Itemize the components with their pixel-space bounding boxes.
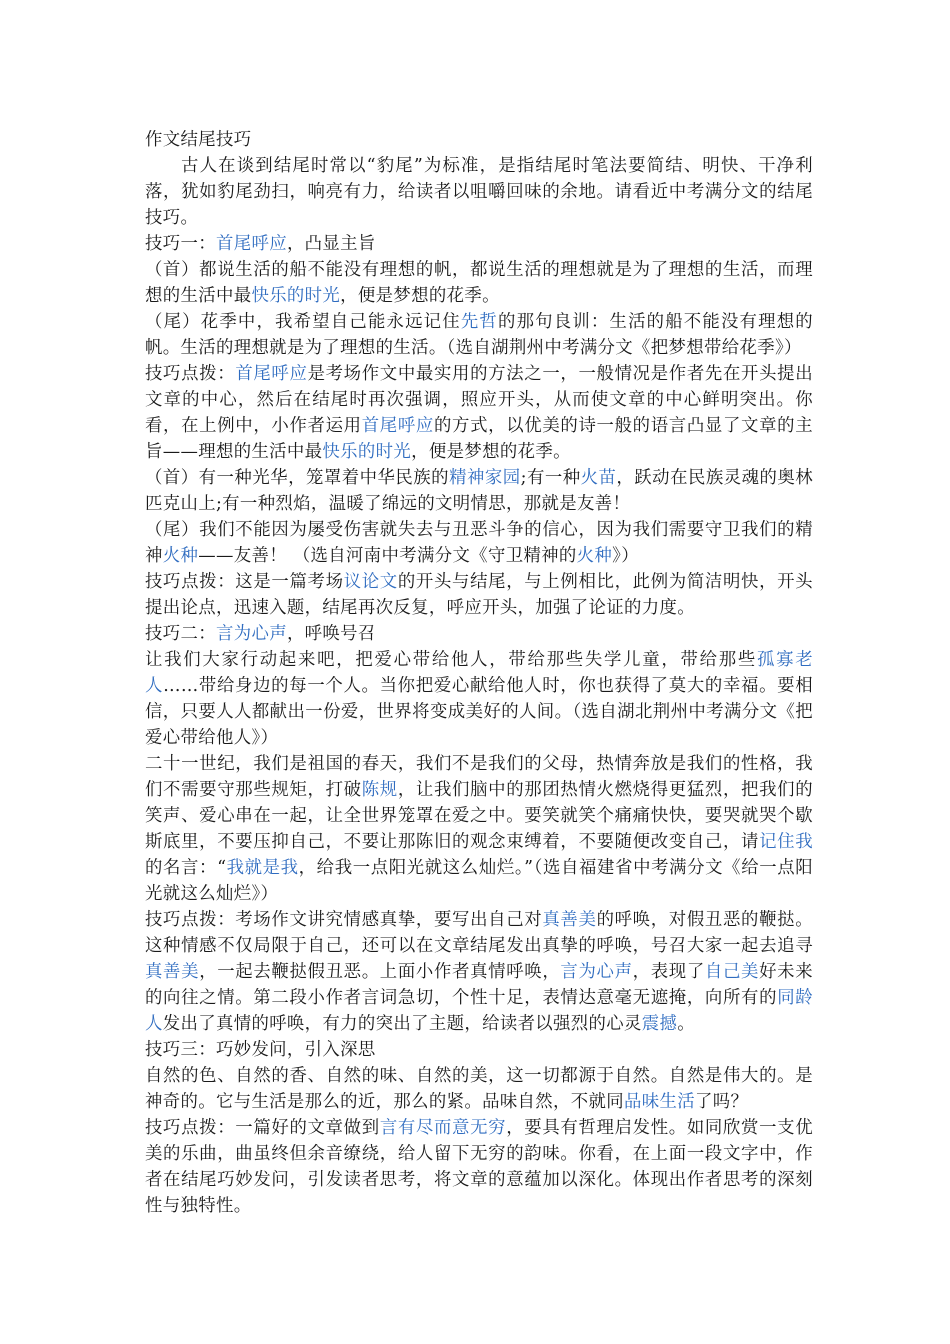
inline-link[interactable]: 快乐的时光 xyxy=(322,442,412,462)
text-segment: ，表现了 xyxy=(632,962,705,982)
paragraph xyxy=(145,1063,813,1115)
text-segment: 技巧三：巧妙发问，引入深思 xyxy=(145,1040,376,1060)
inline-link[interactable]: 火苗 xyxy=(580,468,617,488)
paragraph xyxy=(145,1037,813,1063)
inline-link[interactable]: 首尾呼应 xyxy=(215,234,287,254)
text-segment: 是考场作文中最实用的方法之一，一般情况是作者先在开头提出文章的中心，然后在结尾时再次强调，照应开头，从而使文章的中心鲜明突出。你看，在上例中，小作者运用 xyxy=(145,364,813,436)
paragraph xyxy=(145,907,813,1037)
text-segment: 让我们大家行动起来吧，把爱心带给他人，带给那些失学儿童，带给那些 xyxy=(145,650,757,670)
text-segment: 技巧点拨：考场作文讲究情感真挚，要写出自己对 xyxy=(145,910,543,930)
paragraph xyxy=(145,361,813,465)
text-segment: 的呼唤，对假丑恶的鞭挞。这种情感不仅局限于自己，还可以在文章结尾发出真挚的呼唤，号召大家一起去追寻 xyxy=(145,910,813,956)
paragraph xyxy=(145,257,813,309)
paragraph xyxy=(145,1115,813,1219)
text-segment: （尾）花季中，我希望自己能永远记住 xyxy=(145,312,461,332)
paragraph xyxy=(145,621,813,647)
inline-link[interactable]: 记住我 xyxy=(759,832,813,852)
text-segment: 技巧二： xyxy=(145,624,216,644)
inline-link[interactable]: 我就是我 xyxy=(226,858,299,878)
inline-link[interactable]: 言为心声 xyxy=(560,962,633,982)
text-segment: ，跃动在民族灵魂的奥林匹克山上;有一种烈焰，温暖了绵远的文明情思，那就是友善！ xyxy=(145,468,814,514)
text-segment: ，一起去鞭挞假丑恶。上面小作者真情呼唤， xyxy=(199,962,561,982)
text-segment: 的开头与结尾，与上例相比，此例为简洁明快，开头提出论点，迅速入题，结尾再次反复，呼应开头，加强了论证的力度。 xyxy=(145,572,813,618)
text-segment: ，便是梦想的花季。 xyxy=(411,442,571,462)
inline-link[interactable]: 陈规 xyxy=(361,780,398,800)
text-segment: 了吗？ xyxy=(694,1092,749,1112)
paragraph xyxy=(145,569,813,621)
inline-link[interactable]: 同龄人 xyxy=(145,988,813,1034)
inline-link[interactable]: 先哲 xyxy=(460,312,499,332)
inline-link[interactable]: 火种 xyxy=(576,546,613,566)
inline-link[interactable]: 言有尽而意无穷 xyxy=(379,1118,507,1138)
paragraph xyxy=(145,153,813,231)
text-segment: （首）有一种光华，笼罩着中华民族的 xyxy=(145,468,450,488)
text-segment: ，凸显主旨 xyxy=(286,234,376,254)
text-segment: （尾）我们不能因为屡受伤害就失去与丑恶斗争的信心，因为我们需要守卫我们的精神 xyxy=(145,520,813,566)
inline-link[interactable]: 品味生活 xyxy=(624,1092,695,1112)
text-segment: 的名言：“ xyxy=(145,858,227,878)
inline-link[interactable]: 快乐的时光 xyxy=(251,286,341,306)
inline-link[interactable]: 精神家园 xyxy=(449,468,521,488)
paragraph xyxy=(145,309,813,361)
text-segment: ，给我一点阳光就这么灿烂。”（选自福建省中考满分文《给一点阳光就这么灿烂》） xyxy=(145,858,813,904)
text-segment: ;有一种 xyxy=(520,468,581,488)
text-segment: ，便是梦想的花季。 xyxy=(340,286,500,306)
text-segment: 技巧点拨：一篇好的文章做到 xyxy=(145,1118,380,1138)
text-segment: （首）都说生活的船不能没有理想的帆，都说生活的理想就是为了理想的生活，而理想的生活中最 xyxy=(145,260,813,306)
paragraph xyxy=(145,465,813,517)
inline-link[interactable]: 首尾呼应 xyxy=(361,416,434,436)
text-segment: ，让我们脑中的那团热情火燃烧得更猛烈，把我们的笑声、爱心串在一起，让全世界笼罩在爱之中。要笑就笑个痛痛快快，要哭就哭个歇斯底里，不要压抑自己，不要让那陈旧的观念束缚着，不要随便改变自己，请 xyxy=(145,780,813,852)
text-segment: 好未来的向往之情。第二段小作者言词急切，个性十足，表情达意毫无遮掩，向所有的 xyxy=(145,962,813,1008)
text-segment: 的那句良训：生活的船不能没有理想的帆。生活的理想就是为了理想的生活。（选自湖荆州中考满分文《把梦想带给花季》） xyxy=(145,312,814,358)
inline-link[interactable]: 震撼 xyxy=(641,1014,678,1034)
document-title: 作文结尾技巧 xyxy=(145,130,252,150)
inline-link[interactable]: 议论文 xyxy=(343,572,398,592)
text-segment: 古人在谈到结尾时常以“豹尾”为标准，是指结尾时笔法要简结、明快、干净利落，犹如豹尾劲扫，响亮有力，给读者以咀嚼回味的余地。请看近中考满分文的结尾技巧。 xyxy=(145,156,813,228)
text-segment: 二十一世纪，我们是祖国的春天，我们不是我们的父母，热情奔放是我们的性格，我们不需要守那些规矩，打破 xyxy=(145,754,813,800)
text-segment: 》） xyxy=(612,546,639,566)
inline-link[interactable]: 首尾呼应 xyxy=(235,364,308,384)
text-segment: 。 xyxy=(677,1014,695,1034)
text-segment: 发出了真情的呼唤，有力的突出了主题，给读者以强烈的心灵 xyxy=(162,1014,642,1034)
text-segment: 技巧点拨： xyxy=(145,364,236,384)
paragraph xyxy=(145,751,813,907)
inline-link[interactable]: 真善美 xyxy=(145,962,200,982)
text-segment: 自然的色、自然的香、自然的味、自然的美，这一切都源于自然。自然是伟大的。是神奇的。它与生活是那么的近，那么的紧。品味自然，不就同 xyxy=(145,1066,813,1112)
text-segment: ，呼唤号召 xyxy=(286,624,376,644)
paragraph-list xyxy=(145,153,813,1219)
text-segment: 的方式，以优美的诗一般的语言凸显了文章的主旨——理想的生活中最 xyxy=(145,416,813,462)
inline-link[interactable]: 孤寡老人 xyxy=(145,650,813,696)
document-body xyxy=(145,127,813,1219)
text-segment: 技巧一： xyxy=(145,234,216,254)
text-segment: ，要具有哲理启发性。如同欣赏一支优美的乐曲，曲虽终但余音缭绕，给人留下无穷的韵味。你看，在上面一段文字中，作者在结尾巧妙发问，引发读者思考，将文章的意蕴加以深化。体现出作者思考的深刻性与独特性。 xyxy=(145,1118,813,1216)
text-segment: ……带给身边的每一个人。当你把爱心献给他人时，你也获得了莫大的幸福。要相信，只要人人都献出一份爱，世界将变成美好的人间。（选自湖北荆州中考满分文《把爱心带给他人》） xyxy=(145,676,813,748)
paragraph xyxy=(145,231,813,257)
inline-link[interactable]: 火种 xyxy=(162,546,199,566)
inline-link[interactable]: 真善美 xyxy=(542,910,597,930)
text-segment: 技巧点拨：这是一篇考场 xyxy=(145,572,344,592)
paragraph xyxy=(145,647,813,751)
text-segment: ——友善！ （选自河南中考满分文《守卫精神的 xyxy=(198,546,577,566)
inline-link[interactable]: 自己美 xyxy=(704,962,760,982)
inline-link[interactable]: 言为心声 xyxy=(215,624,287,644)
paragraph xyxy=(145,517,813,569)
